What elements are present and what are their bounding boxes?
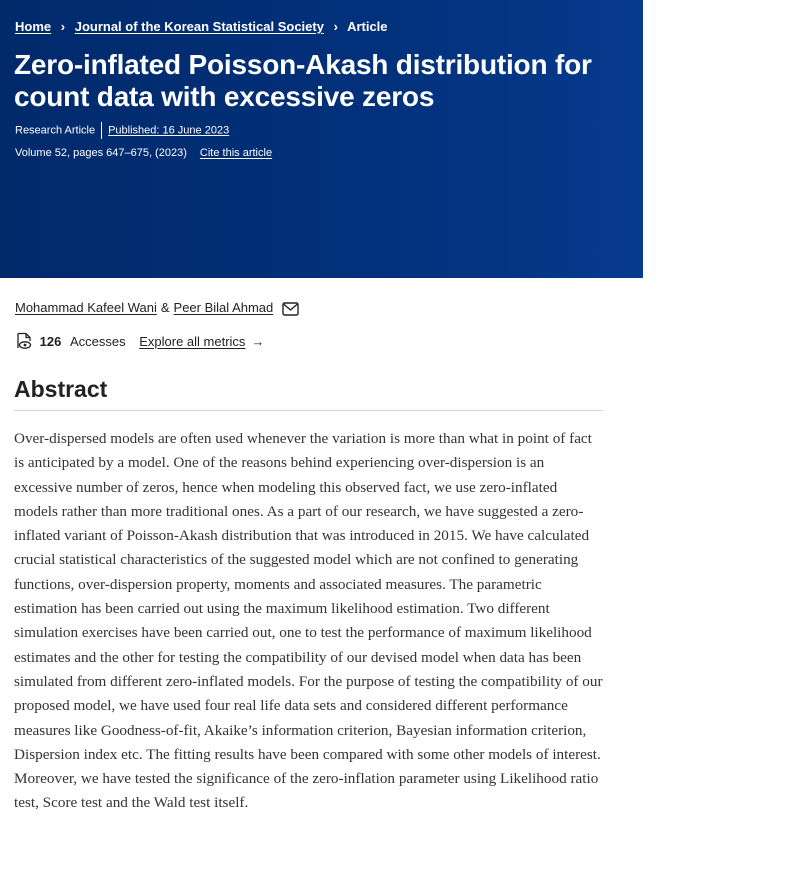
- envelope-icon[interactable]: [282, 302, 299, 321]
- author-link[interactable]: Mohammad Kafeel Wani: [15, 300, 157, 315]
- author-separator: &: [160, 300, 170, 315]
- arrow-right-icon: →: [251, 334, 265, 349]
- breadcrumb-separator: ›: [60, 19, 66, 34]
- article-meta: [15, 122, 229, 139]
- article-header: [0, 0, 643, 278]
- accesses-label: Accesses: [69, 334, 126, 349]
- cite-this-article-link[interactable]: Cite this article: [199, 147, 273, 159]
- article-citation-meta: [15, 145, 272, 161]
- article-title: Zero-inflated Poisson-Akash distribution for count data with excessive zeros: [14, 49, 592, 112]
- explore-metrics-link[interactable]: [139, 334, 264, 349]
- breadcrumb-journal-link[interactable]: Journal of the Korean Statistical Society: [74, 19, 324, 34]
- published-date-link[interactable]: Published: 16 June 2023: [108, 124, 230, 137]
- meta-divider: [101, 122, 102, 139]
- explore-metrics-label: Explore all metrics: [139, 334, 246, 349]
- article-type: Research Article: [15, 124, 96, 137]
- breadcrumb-separator: ›: [333, 19, 338, 34]
- author-link[interactable]: Peer Bilal Ahmad: [173, 300, 274, 315]
- breadcrumb-home-link[interactable]: Home: [15, 19, 52, 34]
- volume-info: Volume 52, pages 647–675, (2023): [15, 147, 187, 159]
- abstract-heading: Abstract: [14, 376, 108, 402]
- abstract-text: Over-dispersed models are often used whenever the variation is more than what in point of fact is anticipated by a model. One of the reasons behind experiencing over-dispersion is an excessive number of zeros, hence when modeling this observed fact, we use zero-inflated models rather than more traditional ones. As a part of our research, we have suggested a zero-inflated variant of Poisson-Akash distribution that was introduced in 2015. We have calculated crucial statistical characteristics of the suggested model which are not confined to generating functions, over-dispersion property, moments and associated measures. The parametric estimation has been carried out using the maximum likelihood estimation. Two different simulation exercises have been carried out, one to test the performance of maximum likelihood estimates and the other for testing the compatibility of our devised model when data has been simulated from different zero-inflated models. For the purpose of testing the compatibility of our proposed model, we have used four real life data sets and considered different performance measures like Goodness-of-fit, Akaike’s information criterion, Bayesian information criterion, Dispersion index etc. The fitting results have been compared with some other models of interest. Moreover, we have tested the significance of the zero-inflation parameter using Likelihood ratio test, Score test and the Wald test itself.: [14, 430, 603, 812]
- article-metrics: [15, 332, 264, 356]
- abstract-divider: [14, 410, 603, 411]
- breadcrumb: [15, 18, 388, 36]
- author-list: [15, 299, 299, 321]
- breadcrumb-current: Article: [347, 19, 388, 34]
- accesses-eye-icon: [15, 332, 33, 356]
- accesses-count: 126: [39, 334, 62, 349]
